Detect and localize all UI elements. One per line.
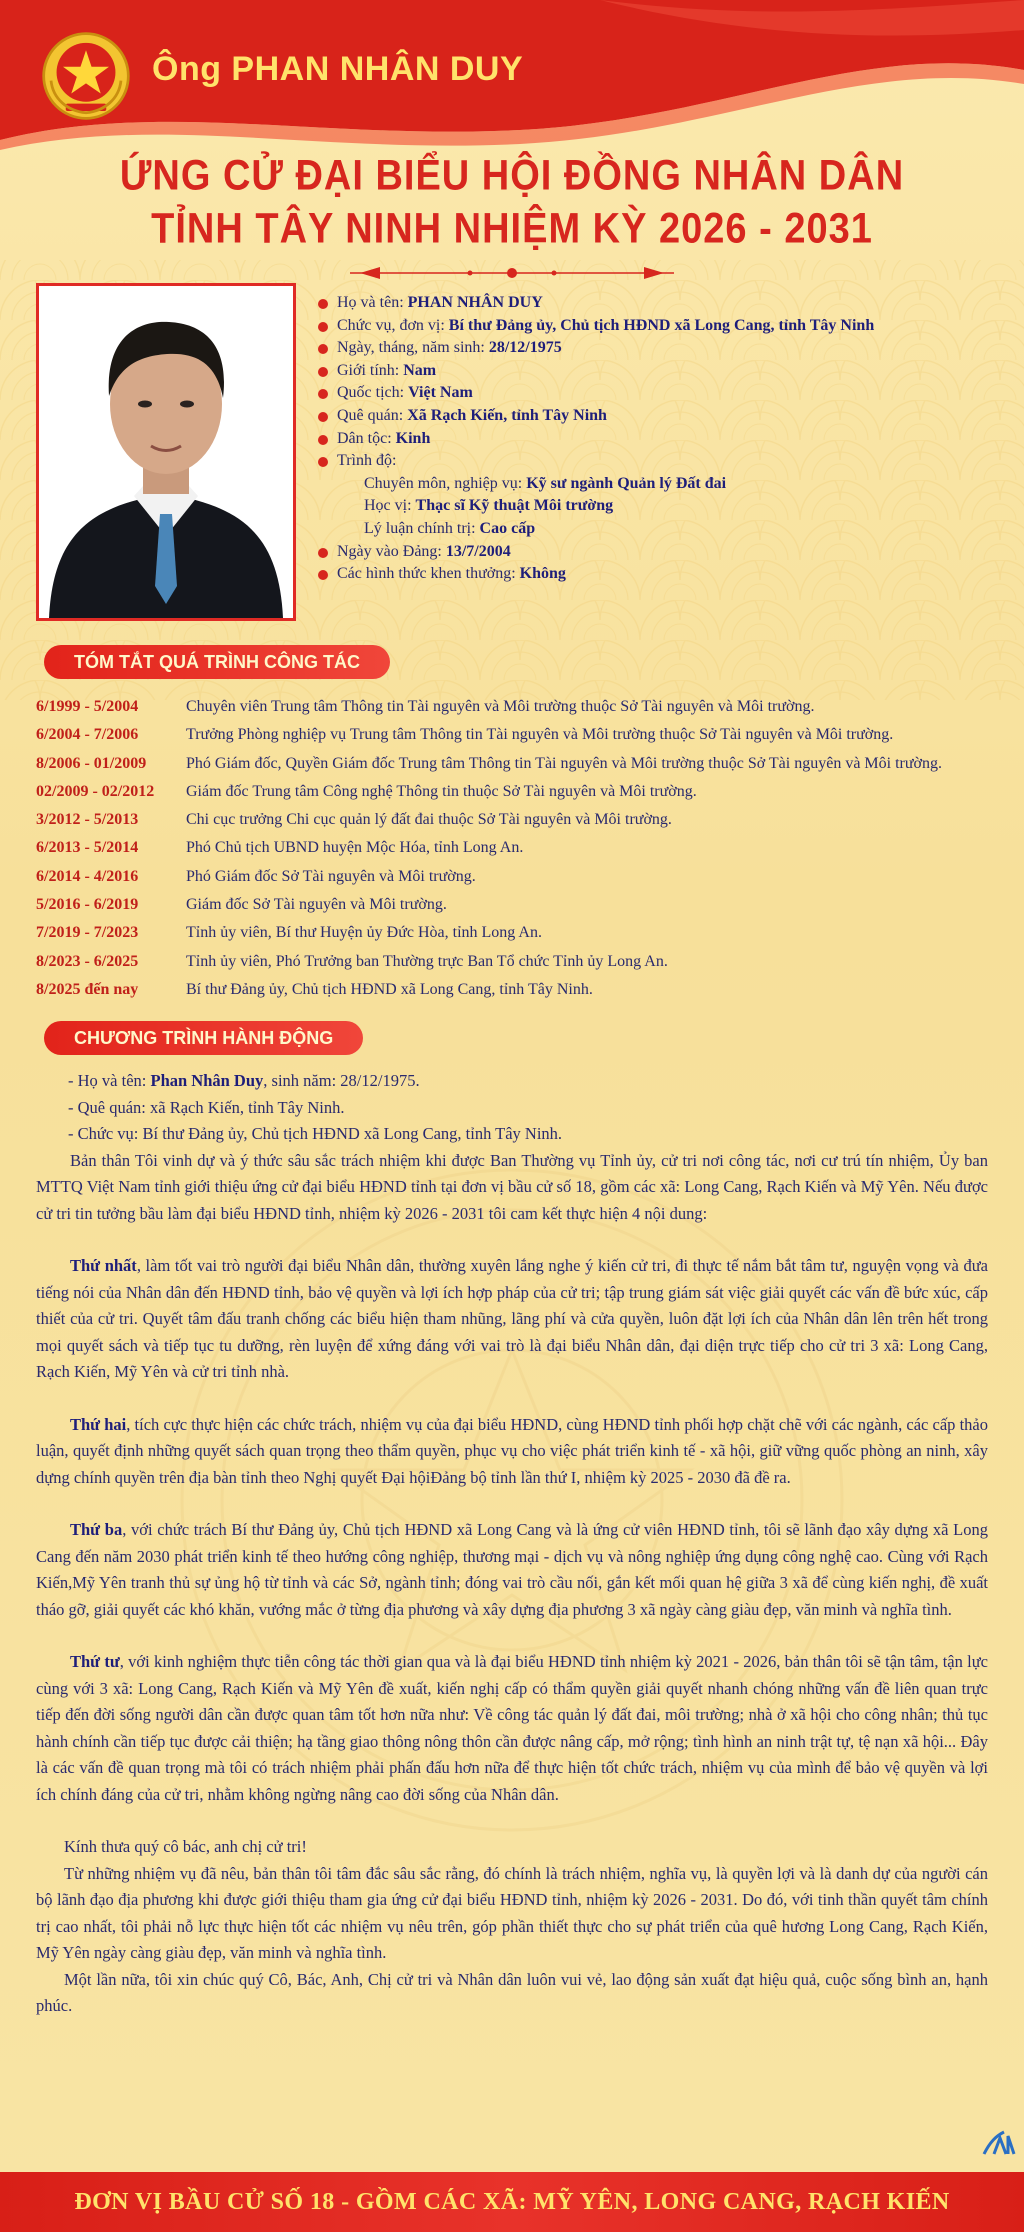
profile-info-list bbox=[318, 292, 1008, 586]
career-row bbox=[36, 891, 1016, 919]
program-intro: Bản thân Tôi vinh dự và ý thức sâu sắc trách nhiệm khi được Ban Thường vụ Tỉnh ủy, cử tri nơi công tác, nơi cư trú tín nhiệm, Ủy ban MTTQ Việt Nam tỉnh giới thiệu ứng cử đại biểu HĐND tỉnh tại đơn vị bầu cử số 18, gồm các xã: Long Cang, Rạch Kiến và Mỹ Yên. Nếu được cử tri tin tưởng bầu làm đại biểu HĐND tỉnh, nhiệm kỳ 2026 - 2031 tôi cam kết thực hiện 4 nội dung: bbox=[36, 1150, 988, 1223]
profile-row-specialty: Chuyên môn, nghiệp vụ: Kỹ sư ngành Quản lý Đất đai bbox=[364, 474, 727, 492]
program-closing-1: Từ những nhiệm vụ đã nêu, bản thân tôi tâm đắc sâu sắc rằng, đó chính là trách nhiệm, nghĩa vụ, là quyền lợi và là danh dự của người cán bộ lãnh đạo địa phương khi được giới thiệu tham gia ứng cử đại biểu HĐND tỉnh, nhiệm kỳ 2026 - 2031. Do đó, với tinh thần quyết tâm chính trị cao nhất, tôi phải nỗ lực thực hiện tốt các nhiệm vụ nêu trên, góp phần thiết thực cho sự phát triển của quê hương Long Cang, Rạch Kiến, Mỹ Yên ngày càng giàu đẹp, văn minh và nghĩa tình. bbox=[36, 1863, 988, 1962]
profile-row-hometown: Quê quán: Xã Rạch Kiến, tỉnh Tây Ninh bbox=[318, 405, 1008, 428]
profile-row-name: Họ và tên: PHAN NHÂN DUY bbox=[318, 292, 1008, 315]
career-period: 02/2009 - 02/2012 bbox=[36, 782, 155, 800]
career-row bbox=[36, 693, 1016, 721]
bullet-icon bbox=[318, 412, 328, 422]
career-description: Chuyên viên Trung tâm Thông tin Tài nguyên và Môi trường thuộc Sở Tài nguyên và Môi trường. bbox=[186, 698, 815, 715]
bullet-icon bbox=[318, 367, 328, 377]
career-row bbox=[36, 778, 1016, 806]
action-program-text bbox=[36, 1068, 988, 2020]
program-greeting: Kính thưa quý cô bác, anh chị cử tri! bbox=[64, 1837, 307, 1856]
career-description: Bí thư Đảng ủy, Chủ tịch HĐND xã Long Cang, tỉnh Tây Ninh. bbox=[186, 980, 593, 998]
career-row bbox=[36, 976, 1016, 1004]
career-period: 6/2013 - 5/2014 bbox=[36, 839, 139, 857]
career-period: 8/2023 - 6/2025 bbox=[36, 952, 139, 970]
bullet-icon bbox=[318, 570, 328, 580]
career-period: 8/2025 đến nay bbox=[36, 980, 139, 998]
portrait-image bbox=[39, 286, 293, 618]
bullet-icon bbox=[318, 457, 328, 467]
bullet-icon bbox=[318, 299, 328, 309]
career-period: 6/1999 - 5/2004 bbox=[36, 698, 139, 715]
career-row bbox=[36, 721, 1016, 749]
career-description: Chi cục trưởng Chi cục quản lý đất đai thuộc Sở Tài nguyên và Môi trường. bbox=[186, 811, 672, 829]
bullet-icon bbox=[318, 548, 328, 558]
career-description: Tỉnh ủy viên, Phó Trưởng ban Thường trực Ban Tổ chức Tỉnh ủy Long An. bbox=[186, 952, 668, 970]
publisher-logo-icon bbox=[982, 2128, 1016, 2158]
profile-row-ethnicity: Dân tộc: Kinh bbox=[318, 428, 1008, 451]
program-closing-2: Một lần nữa, tôi xin chúc quý Cô, Bác, Anh, Chị cử tri và Nhân dân luôn vui vẻ, lao động sản xuất đạt hiệu quả, cuộc sống bình an, hạnh phúc. bbox=[36, 1969, 988, 2015]
career-description: Trưởng Phòng nghiệp vụ Trung tâm Thông tin Tài nguyên và Môi trường thuộc Sở Tài nguyên và Môi trường. bbox=[186, 726, 894, 744]
page-title-line-2: TỈNH TÂY NINH NHIỆM KỲ 2026 - 2031 bbox=[151, 205, 873, 253]
career-description: Tỉnh ủy viên, Bí thư Huyện ủy Đức Hòa, tỉnh Long An. bbox=[186, 924, 542, 942]
profile-row-party-date: Ngày vào Đảng: 13/7/2004 bbox=[318, 541, 1008, 564]
program-commitment-1: Thứ nhất, làm tốt vai trò người đại biểu Nhân dân, thường xuyên lắng nghe ý kiến cử tri, đi thực tế nắm bắt tâm tư, nguyện vọng và đưa tiếng nói của Nhân dân đến HĐND tỉnh, bảo vệ quyền và lợi ích hợp pháp của cử tri; tập trung giám sát việc giải quyết các vấn đề bức xúc, cấp thiết của cử tri. Quyết tâm đấu tranh chống các biểu hiện tham nhũng, lãng phí và cửa quyền, luôn đặt lợi ích của Nhân dân lên trên hết trong mọi quyết sách và tiếp tục tu dưỡng, rèn luyện để xứng đáng với vai trò là đại biểu Nhân dân, đại diện trực tiếp cho cử tri 3 xã: Long Cang, Rạch Kiến, Mỹ Yên và cử tri tỉnh nhà. bbox=[36, 1256, 988, 1381]
bullet-icon bbox=[318, 435, 328, 445]
candidate-portrait bbox=[36, 283, 296, 621]
career-period: 8/2006 - 01/2009 bbox=[36, 754, 147, 772]
profile-row-gender: Giới tính: Nam bbox=[318, 360, 1008, 383]
profile-row-political-theory: Lý luận chính trị: Cao cấp bbox=[364, 519, 536, 537]
bullet-icon bbox=[318, 344, 328, 354]
program-meta-hometown: - Quê quán: xã Rạch Kiến, tỉnh Tây Ninh. bbox=[68, 1097, 345, 1117]
career-description: Giám đốc Trung tâm Công nghệ Thông tin thuộc Sở Tài nguyên và Môi trường. bbox=[186, 782, 697, 800]
career-row bbox=[36, 750, 1016, 778]
career-row bbox=[36, 948, 1016, 976]
profile-row-position: Chức vụ, đơn vị: Bí thư Đảng ủy, Chủ tịch HĐND xã Long Cang, tỉnh Tây Ninh bbox=[318, 315, 1008, 338]
electoral-unit-text: ĐƠN VỊ BẦU CỬ SỐ 18 - GỒM CÁC XÃ: MỸ YÊN, LONG CANG, RẠCH KIẾN bbox=[74, 2189, 950, 2215]
profile-row-education: Trình độ: bbox=[318, 450, 1008, 473]
program-section-heading: CHƯƠNG TRÌNH HÀNH ĐỘNG bbox=[44, 1021, 363, 1055]
bullet-icon bbox=[318, 322, 328, 332]
program-meta-name: - Họ và tên: Phan Nhân Duy, sinh năm: 28/12/1975. bbox=[68, 1071, 420, 1090]
profile-row-awards: Các hình thức khen thưởng: Không bbox=[318, 563, 1008, 586]
national-emblem-icon bbox=[40, 30, 132, 122]
title-divider-ornament bbox=[350, 263, 674, 283]
page-title-line-1: ỨNG CỬ ĐẠI BIỂU HỘI ĐỒNG NHÂN DÂN bbox=[119, 152, 905, 200]
candidate-name-header: Ông PHAN NHÂN DUY bbox=[152, 50, 524, 88]
career-list bbox=[36, 693, 1016, 1004]
career-section-heading: TÓM TẮT QUÁ TRÌNH CÔNG TÁC bbox=[44, 645, 390, 679]
career-description: Phó Giám đốc, Quyền Giám đốc Trung tâm Thông tin Tài nguyên và Môi trường thuộc Sở Tài nguyên và Môi trường. bbox=[186, 754, 942, 772]
career-period: 3/2012 - 5/2013 bbox=[36, 811, 139, 829]
program-commitment-2: Thứ hai, tích cực thực hiện các chức trách, nhiệm vụ của đại biểu HĐND, cùng HĐND tỉnh phối hợp chặt chẽ với các ngành, các cấp thảo luận, quyết định những quyết sách quan trọng theo thẩm quyền, phục vụ cho việc phát triển kinh tế - xã hội, giữ vững quốc phòng an ninh, xây dựng chính quyền trên địa bàn tỉnh theo Nghị quyết Đại hộiĐảng bộ tỉnh lần thứ I, nhiệm kỳ 2025 - 2030 đã đề ra. bbox=[36, 1414, 988, 1487]
career-row bbox=[36, 834, 1016, 862]
profile-row-dob: Ngày, tháng, năm sinh: 28/12/1975 bbox=[318, 337, 1008, 360]
bullet-icon bbox=[318, 389, 328, 399]
profile-row-nationality: Quốc tịch: Việt Nam bbox=[318, 382, 1008, 405]
career-description: Giám đốc Sở Tài nguyên và Môi trường. bbox=[186, 896, 447, 914]
career-period: 5/2016 - 6/2019 bbox=[36, 896, 139, 914]
footer-banner bbox=[0, 2172, 1024, 2232]
career-description: Phó Giám đốc Sở Tài nguyên và Môi trường. bbox=[186, 867, 476, 885]
program-meta-position: - Chức vụ: Bí thư Đảng ủy, Chủ tịch HĐND xã Long Cang, tỉnh Tây Ninh. bbox=[68, 1124, 563, 1143]
career-period: 7/2019 - 7/2023 bbox=[36, 924, 139, 942]
career-row bbox=[36, 806, 1016, 834]
career-period: 6/2014 - 4/2016 bbox=[36, 867, 139, 885]
program-commitment-3: Thứ ba, với chức trách Bí thư Đảng ủy, Chủ tịch HĐND xã Long Cang và là ứng cử viên HĐND tỉnh, tôi sẽ lãnh đạo xây dựng xã Long Cang đến năm 2030 phát triển kinh tế theo hướng công nghiệp, thương mại - dịch vụ và nông nghiệp ứng dụng công nghệ cao. Cùng với Rạch Kiến,Mỹ Yên tranh thủ sự ủng hộ từ tỉnh và các Sở, ngành tỉnh; đóng vai trò cầu nối, gắn kết mối quan hệ giữa 3 xã để cùng kiến nghị, đề xuất tháo gỡ, giải quyết các khó khăn, vướng mắc ở từng địa phương và xây dựng địa phương 3 xã ngày càng giàu đẹp, văn minh và nghĩa tình. bbox=[36, 1520, 989, 1619]
career-period: 6/2004 - 7/2006 bbox=[36, 726, 139, 744]
program-commitment-4: Thứ tư, với kinh nghiệm thực tiễn công tác thời gian qua và là đại biểu HĐND tỉnh nhiệm kỳ 2021 - 2026, bản thân tôi sẽ tận tâm, tận lực cùng với 3 xã: Long Cang, Rạch Kiến và Mỹ Yên đề xuất, kiến nghị cấp có thẩm quyền giải quyết nhanh chóng những vấn đề liên quan trực tiếp đến đời sống người dân cần được quan tâm tốt hơn nữa như: Về công tác quản lý đất đai, môi trường; nhà ở xã hội cho công nhân; thủ tục hành chính cần tiếp tục được cải thiện; hạ tầng giao thông nông thôn cần được nâng cấp, mở rộng; tình hình an ninh trật tự, tệ nạn xã hội... Đây là các vấn đề quan trọng mà tôi có trách nhiệm phải phấn đấu hơn nữa để thực hiện tốt chức trách, nhiệm vụ của mình để bảo vệ quyền và lợi ích chính đáng của cử tri, nhằm không ngừng nâng cao đời sống của Nhân dân. bbox=[36, 1652, 989, 1804]
career-description: Phó Chủ tịch UBND huyện Mộc Hóa, tỉnh Long An. bbox=[186, 839, 524, 857]
profile-row-degree: Học vị: Thạc sĩ Kỹ thuật Môi trường bbox=[364, 497, 614, 515]
career-row bbox=[36, 863, 1016, 891]
career-row bbox=[36, 919, 1016, 947]
